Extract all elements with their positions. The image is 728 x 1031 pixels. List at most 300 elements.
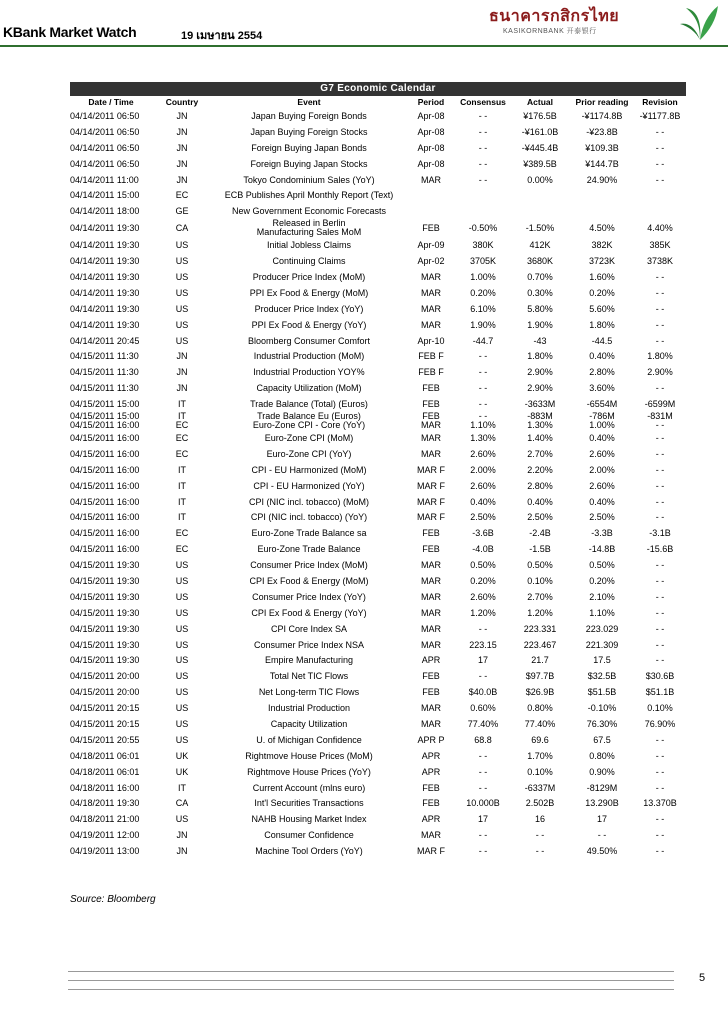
consensus-cell: 2.60% — [470, 480, 496, 491]
consensus-cell: 77.40% — [467, 719, 499, 729]
period-cell: FEB F — [418, 351, 444, 362]
event-cell: Total Net TIC Flows — [269, 671, 349, 682]
country-cell: US — [175, 719, 189, 729]
date-time-cell: 04/15/2011 20:00 — [70, 671, 140, 682]
revision-cell: -¥1177.8B — [639, 110, 681, 121]
country-cell: US — [175, 734, 189, 745]
date-time-cell: 04/15/2011 16:00 — [70, 464, 140, 475]
period-cell: MAR — [421, 448, 441, 459]
date-time-cell: 04/15/2011 20:15 — [70, 703, 140, 714]
event-cell: ECB Publishes April Monthly Report (Text) — [224, 190, 394, 201]
table-row — [70, 573, 686, 589]
event-cell: Trade Balance Eu (Euros) Euro-Zone CPI - Core (YoY) — [252, 411, 366, 431]
consensus-cell: 380K — [472, 240, 494, 251]
period-cell: FEB — [422, 544, 440, 555]
country-cell: JN — [176, 383, 188, 394]
revision-cell: - - — [655, 158, 665, 169]
consensus-cell: - - — [478, 782, 488, 793]
prior-reading-cell: 17 — [596, 814, 607, 825]
actual-cell: ¥389.5B — [523, 158, 557, 169]
kbank-logo-icon — [678, 2, 722, 42]
prior-reading-cell: 221.309 — [585, 639, 619, 650]
actual-cell: 2.20% — [527, 464, 553, 475]
country-cell: US — [175, 607, 189, 618]
consensus-cell: 0.50% — [470, 560, 496, 571]
actual-cell: ¥176.5B — [523, 110, 557, 121]
country-cell: IT — [178, 464, 186, 475]
prior-reading-cell: 13.290B — [585, 798, 619, 809]
bank-name-english: KASIKORNBANK 开泰银行 — [503, 28, 597, 35]
date-time-cell: 04/14/2011 19:30 — [70, 303, 140, 314]
table-row — [70, 637, 686, 653]
country-cell: US — [175, 655, 189, 666]
table-row — [70, 748, 686, 764]
actual-cell: 2.70% — [527, 448, 553, 459]
prior-reading-cell: 223.029 — [585, 623, 619, 634]
consensus-cell: - - — [478, 766, 488, 777]
date-time-cell: 04/19/2011 13:00 — [70, 846, 140, 857]
prior-reading-cell: 0.40% — [589, 432, 615, 443]
country-cell: IT — [178, 496, 186, 507]
period-cell: MAR — [421, 591, 441, 602]
revision-cell: 0.10% — [647, 703, 673, 714]
date-time-cell: 04/15/2011 15:00 — [70, 399, 140, 410]
actual-cell: 16 — [534, 814, 545, 825]
actual-cell: 412K — [529, 240, 551, 251]
prior-reading-cell: -44.5 — [591, 335, 613, 346]
consensus-cell: - - — [478, 351, 488, 362]
prior-reading-cell: 3723K — [588, 256, 616, 267]
revision-cell: - - — [655, 575, 665, 586]
country-cell: EC — [175, 448, 189, 459]
revision-cell: - - — [655, 814, 665, 825]
country-cell: JN — [176, 158, 188, 169]
revision-cell: - - — [655, 464, 665, 475]
period-cell: MAR — [421, 560, 441, 571]
actual-cell: 2.90% — [527, 383, 553, 394]
event-cell: Int'l Securities Transactions — [254, 798, 364, 809]
event-cell: CPI - EU Harmonized (MoM) — [251, 464, 367, 475]
table-row — [70, 716, 686, 732]
date-time-cell: 04/15/2011 16:00 — [70, 480, 140, 491]
actual-cell: -2.4B — [529, 528, 551, 539]
consensus-cell: - - — [478, 174, 488, 185]
country-cell: EC — [175, 528, 189, 539]
actual-cell: 0.10% — [527, 766, 553, 777]
date-time-cell: 04/15/2011 19:30 — [70, 607, 140, 618]
table-row — [70, 764, 686, 780]
consensus-cell: 2.50% — [470, 512, 496, 523]
revision-cell: 13.370B — [643, 798, 677, 809]
revision-cell: -3.1B — [649, 528, 671, 539]
prior-reading-cell: 0.80% — [589, 750, 615, 761]
prior-reading-cell: -¥23.8B — [586, 126, 618, 137]
country-cell: GE — [175, 206, 189, 217]
actual-cell: 77.40% — [524, 719, 556, 729]
event-cell: Rightmove House Prices (MoM) — [245, 750, 373, 761]
period-cell: APR — [421, 750, 441, 761]
report-title: KBank Market Watch — [3, 24, 137, 40]
page-header — [0, 0, 728, 60]
prior-reading-cell: 0.50% — [589, 560, 615, 571]
actual-cell: 0.70% — [527, 271, 553, 282]
prior-reading-cell: 49.50% — [586, 846, 618, 857]
disclaimer-text-block — [68, 968, 674, 996]
prior-reading-cell: 2.60% — [589, 480, 615, 491]
consensus-cell: 2.00% — [470, 464, 496, 475]
date-time-cell: 04/15/2011 19:30 — [70, 639, 140, 650]
date-time-cell: 04/18/2011 06:01 — [70, 766, 140, 777]
table-row — [70, 684, 686, 700]
revision-cell: 2.90% — [647, 367, 673, 378]
consensus-cell: - - — [478, 110, 488, 121]
event-cell: Euro-Zone CPI (YoY) — [266, 448, 352, 459]
prior-reading-cell: 5.60% — [589, 303, 615, 314]
actual-cell: 69.6 — [531, 734, 549, 745]
country-cell: US — [175, 560, 189, 571]
country-cell: UK — [175, 766, 189, 777]
country-cell: US — [175, 287, 189, 298]
event-cell: Producer Price Index (MoM) — [252, 271, 366, 282]
prior-reading-cell: 0.90% — [589, 766, 615, 777]
country-cell: US — [175, 335, 189, 346]
country-cell: CA — [175, 798, 189, 809]
period-cell: APR — [421, 655, 441, 666]
event-cell: Capacity Utilization — [270, 719, 348, 729]
revision-cell: - - — [655, 126, 665, 137]
revision-cell: - - — [655, 303, 665, 314]
period-cell — [406, 203, 456, 219]
period-cell: Apr-08 — [417, 142, 445, 153]
table-row — [70, 364, 686, 380]
actual-cell: 0.00% — [527, 174, 553, 185]
actual-cell: $97.7B — [525, 671, 555, 682]
period-cell: MAR — [421, 432, 441, 443]
event-cell: Capacity Utilization (MoM) — [256, 383, 362, 394]
prior-reading-cell: 1.10% — [589, 607, 615, 618]
actual-cell: 2.80% — [527, 480, 553, 491]
consensus-cell: $40.0B — [468, 687, 498, 698]
actual-cell: -¥161.0B — [521, 126, 559, 137]
revision-cell: -831M - - — [647, 411, 673, 431]
actual-cell: 0.10% — [527, 575, 553, 586]
actual-cell: -1.50% — [525, 223, 555, 234]
event-cell: Current Account (mlns euro) — [252, 782, 366, 793]
revision-cell: - - — [655, 335, 665, 346]
consensus-cell: - - — [478, 158, 488, 169]
event-cell: Tokyo Condominium Sales (YoY) — [243, 174, 375, 185]
col-header-revision: Revision — [642, 97, 678, 107]
period-cell: MAR — [421, 719, 441, 729]
period-cell: FEB — [422, 528, 440, 539]
calendar-title: G7 Economic Calendar — [70, 82, 686, 96]
consensus-cell: - - — [478, 846, 488, 857]
period-cell: Apr-08 — [417, 126, 445, 137]
event-cell: PPI Ex Food & Energy (MoM) — [249, 287, 369, 298]
period-cell: MAR — [421, 639, 441, 650]
country-cell: US — [175, 687, 189, 698]
country-cell: US — [175, 591, 189, 602]
table-row — [70, 348, 686, 364]
actual-cell: 0.30% — [527, 287, 553, 298]
consensus-cell: 10.000B — [466, 798, 500, 809]
revision-cell: - - — [655, 448, 665, 459]
table-row — [70, 317, 686, 333]
actual-cell: 223.331 — [523, 623, 557, 634]
date-time-cell: 04/15/2011 19:30 — [70, 560, 140, 571]
period-cell: Apr-09 — [417, 240, 445, 251]
actual-cell: 223.467 — [523, 639, 557, 650]
prior-reading-cell: -0.10% — [587, 703, 617, 714]
revision-cell: - - — [655, 623, 665, 634]
consensus-cell: - - — [478, 671, 488, 682]
consensus-cell: - - 1.10% — [470, 411, 496, 431]
table-row — [70, 525, 686, 541]
report-date: 19 เมษายน 2554 — [181, 30, 263, 42]
actual-cell: 0.50% — [527, 560, 553, 571]
period-cell: MAR F — [417, 496, 445, 507]
event-cell: NAHB Housing Market Index — [251, 814, 367, 825]
event-cell: Foreign Buying Japan Stocks — [250, 158, 368, 169]
date-time-cell: 04/15/2011 16:00 — [70, 512, 140, 523]
consensus-cell: 3705K — [469, 256, 497, 267]
prior-reading-cell: 2.00% — [589, 464, 615, 475]
actual-cell: 3680K — [526, 256, 554, 267]
revision-cell: 1.80% — [647, 351, 673, 362]
revision-cell: - - — [655, 512, 665, 523]
consensus-cell: - - — [478, 830, 488, 841]
consensus-cell: - - — [478, 367, 488, 378]
table-row — [70, 509, 686, 525]
date-time-cell: 04/14/2011 06:50 — [70, 126, 140, 137]
country-cell: EC — [175, 544, 189, 555]
prior-reading-cell: 76.30% — [586, 719, 618, 729]
table-row — [70, 796, 686, 812]
period-cell: MAR F — [417, 846, 445, 857]
period-cell: MAR — [421, 703, 441, 714]
table-row — [70, 172, 686, 188]
country-cell: EC — [175, 190, 189, 201]
revision-cell: 385K — [649, 240, 671, 251]
consensus-cell: 6.10% — [470, 303, 496, 314]
event-cell: Euro-Zone Trade Balance sa — [251, 528, 367, 539]
table-row — [70, 446, 686, 462]
actual-cell: 2.70% — [527, 591, 553, 602]
period-cell: MAR — [421, 271, 441, 282]
revision-cell: - - — [655, 287, 665, 298]
revision-cell: - - — [655, 750, 665, 761]
consensus-cell: 1.00% — [470, 271, 496, 282]
table-row — [70, 605, 686, 621]
date-time-cell: 04/15/2011 16:00 — [70, 544, 140, 555]
period-cell: MAR — [421, 575, 441, 586]
revision-cell: - - — [655, 271, 665, 282]
event-cell: PPI Ex Food & Energy (YoY) — [251, 319, 367, 330]
revision-cell — [634, 187, 686, 203]
event-cell: Initial Jobless Claims — [266, 240, 352, 251]
period-cell: FEB MAR — [421, 411, 441, 431]
event-cell: Producer Price Index (YoY) — [254, 303, 364, 314]
consensus-cell: 1.20% — [470, 607, 496, 618]
table-row — [70, 396, 686, 412]
table-row — [70, 156, 686, 172]
date-time-cell: 04/15/2011 19:30 — [70, 655, 140, 666]
actual-cell — [510, 187, 570, 203]
period-cell: FEB — [422, 399, 440, 410]
prior-reading-cell: 0.40% — [589, 496, 615, 507]
country-cell: JN — [176, 367, 188, 378]
event-cell: Bloomberg Consumer Comfort — [247, 335, 371, 346]
consensus-cell: 223.15 — [469, 639, 497, 650]
revision-cell: - - — [655, 432, 665, 443]
prior-reading-cell: 1.80% — [589, 319, 615, 330]
country-cell: JN — [176, 846, 188, 857]
actual-cell: 1.80% — [527, 351, 553, 362]
period-cell: MAR — [421, 319, 441, 330]
date-time-cell: 04/15/2011 19:30 — [70, 591, 140, 602]
actual-cell: 1.20% — [527, 607, 553, 618]
country-cell: IT — [178, 782, 186, 793]
table-row — [70, 557, 686, 573]
consensus-cell: - - — [478, 750, 488, 761]
revision-cell: - - — [655, 174, 665, 185]
date-time-cell: 04/15/2011 16:00 — [70, 448, 140, 459]
prior-reading-cell: -3.3B — [591, 528, 613, 539]
revision-cell: - - — [655, 560, 665, 571]
event-cell: Foreign Buying Japan Bonds — [251, 142, 367, 153]
table-row — [70, 380, 686, 396]
date-time-cell: 04/15/2011 11:30 — [70, 383, 139, 394]
table-row — [70, 478, 686, 494]
consensus-cell: 0.20% — [470, 575, 496, 586]
prior-reading-cell: 3.60% — [589, 383, 615, 394]
country-cell: JN — [176, 351, 188, 362]
consensus-cell: -4.0B — [472, 544, 494, 555]
prior-reading-cell: 0.20% — [589, 575, 615, 586]
consensus-cell: - - — [478, 399, 488, 410]
table-row — [70, 333, 686, 349]
page-number: 5 — [699, 972, 706, 984]
period-cell: APR P — [417, 734, 445, 745]
prior-reading-cell: 67.5 — [593, 734, 611, 745]
event-cell: Continuing Claims — [272, 256, 346, 267]
table-row — [70, 285, 686, 301]
table-row — [70, 253, 686, 269]
period-cell: MAR — [421, 607, 441, 618]
event-cell: Japan Buying Foreign Bonds — [251, 110, 367, 121]
country-cell: US — [175, 814, 189, 825]
table-row — [70, 589, 686, 605]
prior-reading-cell: 2.60% — [589, 448, 615, 459]
consensus-cell: 68.8 — [474, 734, 492, 745]
actual-cell: -3633M — [524, 399, 556, 410]
prior-reading-cell: 0.20% — [589, 287, 615, 298]
actual-cell: 0.40% — [527, 496, 553, 507]
actual-cell: 1.90% — [527, 319, 553, 330]
event-cell: Net Long-term TIC Flows — [258, 687, 360, 698]
actual-cell: - - — [535, 830, 545, 841]
date-time-cell: 04/14/2011 06:50 — [70, 142, 140, 153]
table-row — [70, 187, 686, 203]
event-cell: CPI Core Index SA — [270, 623, 348, 634]
prior-reading-cell: 17.5 — [593, 655, 611, 666]
event-cell: Rightmove House Prices (YoY) — [247, 766, 371, 777]
actual-cell: -883M 1.30% — [527, 411, 553, 431]
table-row — [70, 653, 686, 669]
revision-cell: - - — [655, 383, 665, 394]
actual-cell: -¥445.4B — [521, 142, 559, 153]
revision-cell: - - — [655, 639, 665, 650]
date-time-cell: 04/18/2011 06:01 — [70, 750, 140, 761]
revision-cell: 4.40% — [647, 223, 673, 234]
prior-reading-cell: 2.10% — [589, 591, 615, 602]
country-cell: US — [175, 240, 189, 251]
event-cell: Euro-Zone Trade Balance — [257, 544, 361, 555]
event-cell: Japan Buying Foreign Stocks — [250, 126, 368, 137]
date-time-cell: 04/14/2011 19:30 — [70, 319, 140, 330]
consensus-cell: 0.20% — [470, 287, 496, 298]
event-cell: CPI Ex Food & Energy (MoM) — [249, 575, 369, 586]
date-time-cell: 04/14/2011 19:30 — [70, 256, 140, 267]
prior-reading-cell: 382K — [591, 240, 613, 251]
table-row — [70, 462, 686, 478]
period-cell: Apr-08 — [417, 110, 445, 121]
revision-cell: - - — [655, 830, 665, 841]
date-time-cell: 04/18/2011 19:30 — [70, 798, 140, 809]
date-time-cell: 04/14/2011 20:45 — [70, 335, 140, 346]
col-header-consensus: Consensus — [460, 97, 506, 107]
consensus-cell: - - — [478, 142, 488, 153]
country-cell: US — [175, 703, 189, 714]
consensus-cell: 1.30% — [470, 432, 496, 443]
table-row — [70, 827, 686, 843]
table-row — [70, 301, 686, 317]
actual-cell: 0.80% — [527, 703, 553, 714]
date-time-cell: 04/15/2011 16:00 — [70, 496, 140, 507]
date-time-cell: 04/15/2011 20:00 — [70, 687, 140, 698]
table-row — [70, 811, 686, 827]
economic-calendar-table — [70, 97, 686, 859]
event-cell: CPI (NIC incl. tobacco) (MoM) — [248, 496, 370, 507]
date-time-cell: 04/18/2011 16:00 — [70, 782, 140, 793]
consensus-cell: - - — [478, 126, 488, 137]
revision-cell: - - — [655, 319, 665, 330]
consensus-cell: -44.7 — [472, 335, 494, 346]
period-cell: APR — [421, 766, 441, 777]
date-time-cell: 04/15/2011 16:00 — [70, 432, 140, 443]
table-row — [70, 668, 686, 684]
prior-reading-cell: -8129M — [586, 782, 618, 793]
revision-cell: -15.6B — [646, 544, 674, 555]
country-cell: IT — [178, 480, 186, 491]
prior-reading-cell: -786M 1.00% — [589, 411, 615, 431]
revision-cell: - - — [655, 734, 665, 745]
date-time-cell: 04/14/2011 19:30 — [70, 223, 140, 234]
consensus-cell: - - — [478, 383, 488, 394]
revision-cell: - - — [655, 496, 665, 507]
prior-reading-cell: 2.50% — [589, 512, 615, 523]
date-time-cell: 04/14/2011 11:00 — [70, 174, 139, 185]
actual-cell: 5.80% — [527, 303, 553, 314]
date-time-cell: 04/15/2011 20:55 — [70, 734, 140, 745]
event-cell: CPI Ex Food & Energy (YoY) — [251, 607, 367, 618]
period-cell — [406, 187, 456, 203]
country-cell: JN — [176, 174, 188, 185]
country-cell: JN — [176, 126, 188, 137]
revision-cell: - - — [655, 480, 665, 491]
prior-reading-cell: $51.5B — [587, 687, 617, 698]
period-cell: Apr-02 — [417, 256, 445, 267]
